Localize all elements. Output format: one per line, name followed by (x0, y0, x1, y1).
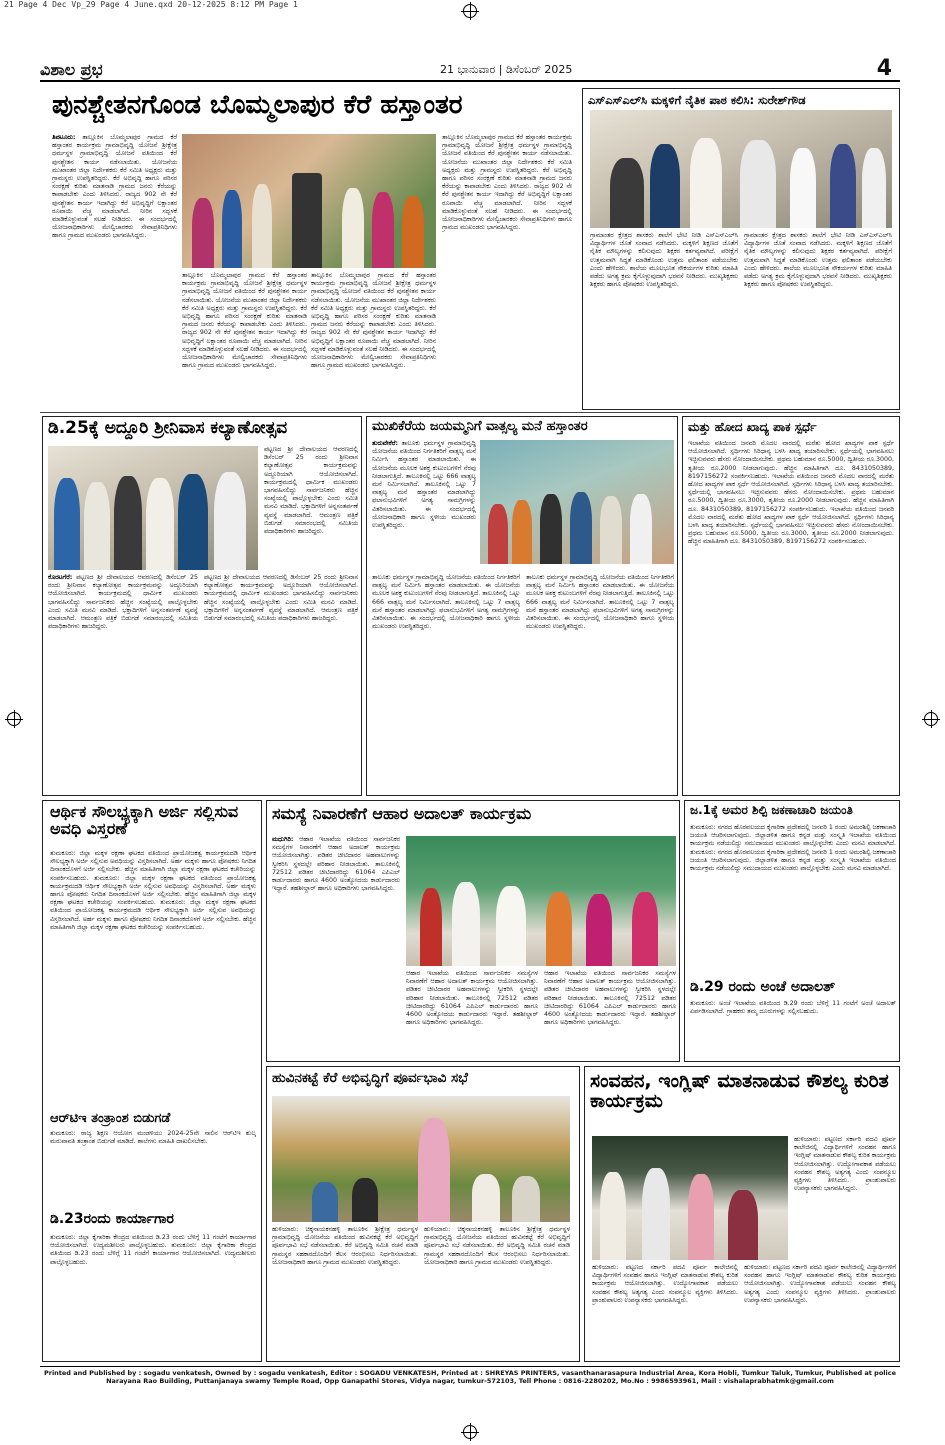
article-a7-body-col3 (544, 970, 676, 1058)
article-a1-body-col3 (311, 272, 436, 404)
article-a3-text: ಪಟ್ಟಣದ ಶ್ರೀ ದೇವಾಲಯದ ಆವರಣದಲ್ಲಿ ಡಿಸೆಂಬರ್ 25 ರಂದು ಶ್ರೀನಿವಾಸ ಕಲ್ಯಾಣೋತ್ಸವ ಕಾರ್ಯಕ್ರಮವನ್ನು ಅದ್ದೂರಿಯಾಗಿ ಆಯೋಜಿಸಲಾಗಿದೆ. ಕಾರ್ಯಕ್ರಮದಲ್ಲಿ ಧಾರ್ಮಿಕ ಮುಖಂಡರು ಭಾಗವಹಿಸಲಿದ್ದು ಸಾರ್ವಜನಿಕರು ಹೆಚ್ಚಿನ ಸಂಖ್ಯೆಯಲ್ಲಿ ಪಾಲ್ಗೊಳ್ಳಬೇಕು ಎಂದು ಸಮಿತಿ ಮನವಿ ಮಾಡಿದೆ. ಭಕ್ತಾದಿಗಳಿಗೆ ಅನ್ನಸಂತರ್ಪಣೆ ವ್ಯವಸ್ಥೆ ಮಾಡಲಾಗಿದೆ. ಆಮಂತ್ರಣ ಪತ್ರಿಕೆ ಬಿಡುಗಡೆ ಸಮಾರಂಭದಲ್ಲಿ ಸಮಿತಿಯ ಪದಾಧಿಕಾರಿಗಳು ಹಾಜರಿದ್ದರು. (264, 446, 358, 536)
article-a6-text: ತುಮಕೂರು: ಜಿಲ್ಲಾ ಮಕ್ಕಳ ರಕ್ಷಣಾ ಘಟಕದ ವತಿಯಿಂದ ಪ್ರಾಯೋಜಕತ್ವ ಕಾರ್ಯಕ್ರಮದಡಿ ಆರ್ಥಿಕ ಸೌಲಭ್ಯಕ್ಕಾಗಿ ಅರ್ಜಿ ಸಲ್ಲಿಸುವ ಅವಧಿಯನ್ನು ವಿಸ್ತರಿಸಲಾಗಿದೆ. ಅರ್ಹ ಮಕ್ಕಳು ಹಾಗೂ ಪೋಷಕರು ನಿಗದಿತ ದಿನಾಂಕದೊಳಗೆ ಅರ್ಜಿ ಸಲ್ಲಿಸಬೇಕು. ಹೆಚ್ಚಿನ ಮಾಹಿತಿಗಾಗಿ ಜಿಲ್ಲಾ ಮಕ್ಕಳ ರಕ್ಷಣಾ ಘಟಕದ ಕಚೇರಿಯನ್ನು ಸಂಪರ್ಕಿಸಬಹುದು. (50, 899, 256, 931)
photo-house-handover (480, 440, 674, 564)
article-a1-text: ತಾಲ್ಲೂಕಿನ ಬೊಮ್ಮಲಾಪುರ ಗ್ರಾಮದ ಕೆರೆ ಹಸ್ತಾಂತರ ಕಾರ್ಯಕ್ರಮ ಗ್ರಾಮಾಭಿವೃದ್ಧಿ ಯೋಜನೆ ಶ್ರೀಕ್ಷೇತ್ರ ಧರ್ಮಸ್ಥಳ ಗ್ರಾಮಾಭಿವೃದ್ಧಿ ಯೋಜನೆ ವತಿಯಿಂದ ಕೆರೆ ಪುನಶ್ಚೇತನ ಕಾರ್ಯ ನಡೆಸಲಾಯಿತು. ಯೋಜನೆಯ ಮುಖಾಂತರ ಜಿಲ್ಲಾ ನಿರ್ದೇಶಕರು ಕೆರೆ ಸಮಿತಿ ಅಧ್ಯಕ್ಷರು ಮತ್ತು ಗ್ರಾಮಸ್ಥರು ಉಪಸ್ಥಿತರಿದ್ದರು. ಕೆರೆ ಅಭಿವೃದ್ಧಿ ಹಾಗೂ ಪರಿಸರ ಸಂರಕ್ಷಣೆ ಕುರಿತು ಮಾತನಾಡಿ ಗ್ರಾಮದ ಜನರು ಕೆರೆಯನ್ನು ಕಾಪಾಡಬೇಕು ಎಂದು ತಿಳಿಸಿದರು. ರಾಜ್ಯದ 902 ನೇ ಕೆರೆ ಪುನಶ್ಚೇತನ ಕಾರ್ಯ ಇದಾಗಿದ್ದು ಕೆರೆ ಅಭಿವೃದ್ಧಿಗೆ ಲಕ್ಷಾಂತರ ರೂಪಾಯಿ ವೆಚ್ಚ ಮಾಡಲಾಗಿದೆ. ನೀರಿನ ಸದ್ಬಳಕೆ ಮಾಡಿಕೊಳ್ಳುವಂತೆ ಸಲಹೆ ನೀಡಿದರು. ಈ ಸಂದರ್ಭದಲ್ಲಿ ಯೋಜನಾಧಿಕಾರಿಗಳು ಮೇಲ್ವಿಚಾರಕರು ಸೇವಾಪ್ರತಿನಿಧಿಗಳು ಹಾಗೂ ಗ್ರಾಮದ ಮುಖಂಡರು ಭಾಗವಹಿಸಿದ್ದರು. (182, 272, 307, 370)
photo-lake-meeting (272, 1096, 570, 1222)
article-a6c-text: ತುಮಕೂರು: ಜಿಲ್ಲಾ ಕೈಗಾರಿಕಾ ಕೇಂದ್ರದ ವತಿಯಿಂದ ಡಿ.23 ರಂದು ಬೆಳಿಗ್ಗೆ 11 ಗಂಟೆಗೆ ಕಾರ್ಯಾಗಾರ ಆಯೋಜಿಸಲಾಗಿದೆ. ಉದ್ಯಮಶೀಲರು ಪಾಲ್ಗೊಳ್ಳಬಹುದು. (50, 1234, 256, 1250)
dateline: ಕೊರಟಗೆರೆ: (48, 574, 73, 581)
headline-a7: ಸಮಸ್ಯೆ ನಿವಾರಣೆಗೆ ಆಹಾರ ಅದಾಲತ್ ಕಾರ್ಯಕ್ರಮ (272, 804, 532, 823)
article-a4-text: ತಾಲೂಕು ಧರ್ಮಸ್ಥಳ ಗ್ರಾಮಾಭಿವೃದ್ಧಿ ಯೋಜನೆಯ ವತಿಯಿಂದ ನಿರ್ಗತಿಕರಿಗೆ ವಾತ್ಸಲ್ಯ ಮನೆ ನಿರ್ಮಿಸಿ ಹಸ್ತಾಂತರ ಮಾಡಲಾಯಿತು. ಈ ಯೋಜನೆಯ ಮೂಲಕ ಅಶಕ್ತ ಕುಟುಂಬಗಳಿಗೆ ನೆರವು ನೀಡಲಾಗುತ್ತಿದೆ. ತಾಲೂಕಿನಲ್ಲಿ ಒಟ್ಟು 666 ವಾತ್ಸಲ್ಯ ಮನೆ ನಿರ್ಮಿಸಲಾಗಿದೆ. ತಾಲೂಕಿನಲ್ಲಿ ಒಟ್ಟು 7 ವಾತ್ಸಲ್ಯ ಮನೆ ಹಸ್ತಾಂತರ ಮಾಡಲಾಗಿದ್ದು ಫಲಾನುಭವಿಗಳಿಗೆ ಅಗತ್ಯ ಸಾಮಗ್ರಿಗಳನ್ನು ವಿತರಿಸಲಾಯಿತು. ಈ ಸಂದರ್ಭದಲ್ಲಿ ಯೋಜನಾಧಿಕಾರಿ ಹಾಗೂ ಸ್ಥಳೀಯ ಮುಖಂಡರು ಉಪಸ್ಥಿತರಿದ್ದರು. (372, 440, 476, 530)
headline-a6c: ಡಿ.23ರಂದು ಕಾರ್ಯಾಗಾರ (50, 1211, 174, 1227)
article-a8-text: ತುಮಕೂರು: ನಗರದ ಹೊರವಲಯದ ಕೈಗಾರಿಕಾ ಪ್ರದೇಶದಲ್ಲಿ ಜನವರಿ 1 ರಂದು ಅಮರಶಿಲ್ಪಿ ಜಕಣಾಚಾರಿ ಜಯಂತಿ ಆಚರಿಸಲಾಗುವುದು. ಜಿಲ್ಲಾಡಳಿತ ಹಾಗೂ ಕನ್ನಡ ಮತ್ತು ಸಂಸ್ಕೃತಿ ಇಲಾಖೆಯ ವತಿಯಿಂದ ಕಾರ್ಯಕ್ರಮ ನಡೆಯಲಿದ್ದು ಸಮುದಾಯದ ಮುಖಂಡರು ಪಾಲ್ಗೊಳ್ಳಬೇಕು ಎಂದು ಮನವಿ ಮಾಡಲಾಗಿದೆ. (690, 824, 896, 848)
photo-food-adalat (406, 836, 676, 966)
article-a6-text: ತುಮಕೂರು: ಜಿಲ್ಲಾ ಮಕ್ಕಳ ರಕ್ಷಣಾ ಘಟಕದ ವತಿಯಿಂದ ಪ್ರಾಯೋಜಕತ್ವ ಕಾರ್ಯಕ್ರಮದಡಿ ಆರ್ಥಿಕ ಸೌಲಭ್ಯಕ್ಕಾಗಿ ಅರ್ಜಿ ಸಲ್ಲಿಸುವ ಅವಧಿಯನ್ನು ವಿಸ್ತರಿಸಲಾಗಿದೆ. ಅರ್ಹ ಮಕ್ಕಳು ಹಾಗೂ ಪೋಷಕರು ನಿಗದಿತ ದಿನಾಂಕದೊಳಗೆ ಅರ್ಜಿ ಸಲ್ಲಿಸಬೇಕು. ಹೆಚ್ಚಿನ ಮಾಹಿತಿಗಾಗಿ ಜಿಲ್ಲಾ ಮಕ್ಕಳ ರಕ್ಷಣಾ ಘಟಕದ ಕಚೇರಿಯನ್ನು ಸಂಪರ್ಕಿಸಬಹುದು. (50, 850, 256, 882)
headline-a4: ಮುಖಿಕೆರೆಯ ಜಯಮ್ಮನಿಗೆ ವಾತ್ಸಲ್ಯ ಮನೆ ಹಸ್ತಾಂತರ (372, 419, 588, 434)
article-a6c-text: ತುಮಕೂರು: ಜಿಲ್ಲಾ ಕೈಗಾರಿಕಾ ಕೇಂದ್ರದ ವತಿಯಿಂದ ಡಿ.23 ರಂದು ಬೆಳಿಗ್ಗೆ 11 ಗಂಟೆಗೆ ಕಾರ್ಯಾಗಾರ ಆಯೋಜಿಸಲಾಗಿದೆ. ಉದ್ಯಮಶೀಲರು ಪಾಲ್ಗೊಳ್ಳಬಹುದು. (50, 1242, 256, 1266)
article-a2-text: ಗ್ರಾಮಾಂತರ ಕ್ಷೇತ್ರದ ಶಾಸಕರು ಶಾಲೆಗೆ ಭೇಟಿ ನೀಡಿ ಎಸ್‌ಎಸ್‌ಎಲ್‌ಸಿ ವಿದ್ಯಾರ್ಥಿಗಳ ಜೊತೆ ಸಂವಾದ ನಡೆಸಿದರು. ಮಕ್ಕಳಿಗೆ ಶಿಕ್ಷಣದ ಜೊತೆಗೆ ನೈತಿಕ ಮೌಲ್ಯಗಳನ್ನು ಕಲಿಸುವುದು ಶಿಕ್ಷಕರ ಕರ್ತವ್ಯವಾಗಿದೆ. ಪರೀಕ್ಷೆಗೆ ಉತ್ತಮವಾಗಿ ಸಿದ್ಧತೆ ಮಾಡಿಕೊಂಡು ಉತ್ತಮ ಫಲಿತಾಂಶ ಪಡೆಯಬೇಕು ಎಂದು ಹೇಳಿದರು. ಶಾಲೆಯ ಮೂಲಭೂತ ಸೌಕರ್ಯಗಳ ಕುರಿತು ಮಾಹಿತಿ ಪಡೆದು ಅಗತ್ಯ ಕ್ರಮ ಕೈಗೊಳ್ಳುವುದಾಗಿ ಭರವಸೆ ನೀಡಿದರು. ಮುಖ್ಯಶಿಕ್ಷಕರು ಶಿಕ್ಷಕರು ಹಾಗೂ ಪೋಷಕರು ಉಪಸ್ಥಿತರಿದ್ದರು. (590, 232, 738, 289)
article-a5-text: ಇಲಾಖೆಯ ವತಿಯಿಂದ ಜನವರಿ ಮೊದಲ ವಾರದಲ್ಲಿ ಮರೆತು ಹೋದ ಖಾದ್ಯಗಳ ಪಾಕ ಸ್ಪರ್ಧೆ ಆಯೋಜಿಸಲಾಗಿದೆ. ಸ್ಪರ್ಧಿಗಳು ಸಿರಿಧಾನ್ಯ ಬಳಸಿ ಖಾದ್ಯ ತಯಾರಿಸಬೇಕು. ಸ್ಪರ್ಧೆಯಲ್ಲಿ ಭಾಗವಹಿಸಲು ಇಚ್ಛಿಸುವವರು ಹೆಸರು ನೋಂದಾಯಿಸಬೇಕು. ಪ್ರಥಮ ಬಹುಮಾನ ರೂ.5000, ದ್ವಿತೀಯ ರೂ.3000, ತೃತೀಯ ರೂ.2000 ನೀಡಲಾಗುವುದು. ಹೆಚ್ಚಿನ ಮಾಹಿತಿಗಾಗಿ ದೂ. 8431050389, 8197156272 ಸಂಪರ್ಕಿಸಬಹುದು. (688, 440, 894, 480)
headline-a10: ಸಂವಹನ, ಇಂಗ್ಲಿಷ್ ಮಾತನಾಡುವ ಕೌಶಲ್ಯ ಕುರಿತ ಕಾರ್ಯಕ್ರಮ (590, 1070, 889, 1112)
article-a1-body-col2 (182, 272, 307, 404)
article-a3-text: ಪಟ್ಟಣದ ಶ್ರೀ ದೇವಾಲಯದ ಆವರಣದಲ್ಲಿ ಡಿಸೆಂಬರ್ 25 ರಂದು ಶ್ರೀನಿವಾಸ ಕಲ್ಯಾಣೋತ್ಸವ ಕಾರ್ಯಕ್ರಮವನ್ನು ಅದ್ದೂರಿಯಾಗಿ ಆಯೋಜಿಸಲಾಗಿದೆ. ಕಾರ್ಯಕ್ರಮದಲ್ಲಿ ಧಾರ್ಮಿಕ ಮುಖಂಡರು ಭಾಗವಹಿಸಲಿದ್ದು ಸಾರ್ವಜನಿಕರು ಹೆಚ್ಚಿನ ಸಂಖ್ಯೆಯಲ್ಲಿ ಪಾಲ್ಗೊಳ್ಳಬೇಕು ಎಂದು ಸಮಿತಿ ಮನವಿ ಮಾಡಿದೆ. ಭಕ್ತಾದಿಗಳಿಗೆ ಅನ್ನಸಂತರ್ಪಣೆ ವ್ಯವಸ್ಥೆ ಮಾಡಲಾಗಿದೆ. ಆಮಂತ್ರಣ ಪತ್ರಿಕೆ ಬಿಡುಗಡೆ ಸಮಾರಂಭದಲ್ಲಿ ಸಮಿತಿಯ ಪದಾಧಿಕಾರಿಗಳು ಹಾಜರಿದ್ದರು. (204, 574, 358, 623)
article-a7-body-col2 (406, 970, 538, 1058)
headline-a9: ಹುವಿನಕಟ್ಟೆ ಕೆರೆ ಅಭಿವೃದ್ಧಿಗೆ ಪೂರ್ವಭಾವಿ ಸಭೆ (272, 1070, 468, 1086)
article-a5-text: ಇಲಾಖೆಯ ವತಿಯಿಂದ ಜನವರಿ ಮೊದಲ ವಾರದಲ್ಲಿ ಮರೆತು ಹೋದ ಖಾದ್ಯಗಳ ಪಾಕ ಸ್ಪರ್ಧೆ ಆಯೋಜಿಸಲಾಗಿದೆ. ಸ್ಪರ್ಧಿಗಳು ಸಿರಿಧಾನ್ಯ ಬಳಸಿ ಖಾದ್ಯ ತಯಾರಿಸಬೇಕು. ಸ್ಪರ್ಧೆಯಲ್ಲಿ ಭಾಗವಹಿಸಲು ಇಚ್ಛಿಸುವವರು ಹೆಸರು ನೋಂದಾಯಿಸಬೇಕು. ಪ್ರಥಮ ಬಹುಮಾನ ರೂ.5000, ದ್ವಿತೀಯ ರೂ.3000, ತೃತೀಯ ರೂ.2000 ನೀಡಲಾಗುವುದು. ಹೆಚ್ಚಿನ ಮಾಹಿತಿಗಾಗಿ ದೂ. 8431050389, 8197156272 ಸಂಪರ್ಕಿಸಬಹುದು. (688, 472, 894, 513)
article-a6-text: ತುಮಕೂರು: ಜಿಲ್ಲಾ ಮಕ್ಕಳ ರಕ್ಷಣಾ ಘಟಕದ ವತಿಯಿಂದ ಪ್ರಾಯೋಜಕತ್ವ ಕಾರ್ಯಕ್ರಮದಡಿ ಆರ್ಥಿಕ ಸೌಲಭ್ಯಕ್ಕಾಗಿ ಅರ್ಜಿ ಸಲ್ಲಿಸುವ ಅವಧಿಯನ್ನು ವಿಸ್ತರಿಸಲಾಗಿದೆ. ಅರ್ಹ ಮಕ್ಕಳು ಹಾಗೂ ಪೋಷಕರು ನಿಗದಿತ ದಿನಾಂಕದೊಳಗೆ ಅರ್ಜಿ ಸಲ್ಲಿಸಬೇಕು. ಹೆಚ್ಚಿನ ಮಾಹಿತಿಗಾಗಿ ಜಿಲ್ಲಾ ಮಕ್ಕಳ ರಕ್ಷಣಾ ಘಟಕದ ಕಚೇರಿಯನ್ನು ಸಂಪರ್ಕಿಸಬಹುದು. (50, 874, 256, 907)
print-line-footer (40, 1366, 900, 1390)
issue-date: 21 ಭಾನುವಾರ | ಡಿಸೆಂಬರ್ 2025 (440, 63, 573, 76)
article-a5-body (688, 440, 894, 792)
article-a7-body-col1 (272, 836, 400, 1058)
headline-a3: ಡಿ.25ಕ್ಕೆ ಅದ್ದೂರಿ ಶ್ರೀನಿವಾಸ ಕಲ್ಯಾಣೋತ್ಸವ (48, 418, 288, 438)
article-a2-text: ಗ್ರಾಮಾಂತರ ಕ್ಷೇತ್ರದ ಶಾಸಕರು ಶಾಲೆಗೆ ಭೇಟಿ ನೀಡಿ ಎಸ್‌ಎಸ್‌ಎಲ್‌ಸಿ ವಿದ್ಯಾರ್ಥಿಗಳ ಜೊತೆ ಸಂವಾದ ನಡೆಸಿದರು. ಮಕ್ಕಳಿಗೆ ಶಿಕ್ಷಣದ ಜೊತೆಗೆ ನೈತಿಕ ಮೌಲ್ಯಗಳನ್ನು ಕಲಿಸುವುದು ಶಿಕ್ಷಕರ ಕರ್ತವ್ಯವಾಗಿದೆ. ಪರೀಕ್ಷೆಗೆ ಉತ್ತಮವಾಗಿ ಸಿದ್ಧತೆ ಮಾಡಿಕೊಂಡು ಉತ್ತಮ ಫಲಿತಾಂಶ ಪಡೆಯಬೇಕು ಎಂದು ಹೇಳಿದರು. ಶಾಲೆಯ ಮೂಲಭೂತ ಸೌಕರ್ಯಗಳ ಕುರಿತು ಮಾಹಿತಿ ಪಡೆದು ಅಗತ್ಯ ಕ್ರಮ ಕೈಗೊಳ್ಳುವುದಾಗಿ ಭರವಸೆ ನೀಡಿದರು. ಮುಖ್ಯಶಿಕ್ಷಕರು ಶಿಕ್ಷಕರು ಹಾಗೂ ಪೋಷಕರು ಉಪಸ್ಥಿತರಿದ್ದರು. (744, 232, 892, 289)
headline-a6b: ಆರ್‌ಟಿಇ ತಂತ್ರಾಂಶ ಬಿಡುಗಡೆ (50, 1111, 171, 1126)
article-a3-text: ಪಟ್ಟಣದ ಶ್ರೀ ದೇವಾಲಯದ ಆವರಣದಲ್ಲಿ ಡಿಸೆಂಬರ್ 25 ರಂದು ಶ್ರೀನಿವಾಸ ಕಲ್ಯಾಣೋತ್ಸವ ಕಾರ್ಯಕ್ರಮವನ್ನು ಅದ್ದೂರಿಯಾಗಿ ಆಯೋಜಿಸಲಾಗಿದೆ. ಕಾರ್ಯಕ್ರಮದಲ್ಲಿ ಧಾರ್ಮಿಕ ಮುಖಂಡರು ಭಾಗವಹಿಸಲಿದ್ದು ಸಾರ್ವಜನಿಕರು ಹೆಚ್ಚಿನ ಸಂಖ್ಯೆಯಲ್ಲಿ ಪಾಲ್ಗೊಳ್ಳಬೇಕು ಎಂದು ಸಮಿತಿ ಮನವಿ ಮಾಡಿದೆ. ಭಕ್ತಾದಿಗಳಿಗೆ ಅನ್ನಸಂತರ್ಪಣೆ ವ್ಯವಸ್ಥೆ ಮಾಡಲಾಗಿದೆ. ಆಮಂತ್ರಣ ಪತ್ರಿಕೆ ಬಿಡುಗಡೆ ಸಮಾರಂಭದಲ್ಲಿ ಸಮಿತಿಯ ಪದಾಧಿಕಾರಿಗಳು ಹಾಜರಿದ್ದರು. (48, 574, 198, 631)
newspaper-title: ವಿಶಾಲ ಪ್ರಭ (40, 60, 103, 79)
dateline: ತುರುವೇಕೆರೆ: (372, 440, 398, 447)
article-a10-body-col1 (592, 1264, 738, 1358)
article-a9-body-col2 (424, 1226, 570, 1358)
article-a1-text: ತಾಲ್ಲೂಕಿನ ಬೊಮ್ಮಲಾಪುರ ಗ್ರಾಮದ ಕೆರೆ ಹಸ್ತಾಂತರ ಕಾರ್ಯಕ್ರಮ ಗ್ರಾಮಾಭಿವೃದ್ಧಿ ಯೋಜನೆ ಶ್ರೀಕ್ಷೇತ್ರ ಧರ್ಮಸ್ಥಳ ಗ್ರಾಮಾಭಿವೃದ್ಧಿ ಯೋಜನೆ ವತಿಯಿಂದ ಕೆರೆ ಪುನಶ್ಚೇತನ ಕಾರ್ಯ ನಡೆಸಲಾಯಿತು. ಯೋಜನೆಯ ಮುಖಾಂತರ ಜಿಲ್ಲಾ ನಿರ್ದೇಶಕರು ಕೆರೆ ಸಮಿತಿ ಅಧ್ಯಕ್ಷರು ಮತ್ತು ಗ್ರಾಮಸ್ಥರು ಉಪಸ್ಥಿತರಿದ್ದರು. ಕೆರೆ ಅಭಿವೃದ್ಧಿ ಹಾಗೂ ಪರಿಸರ ಸಂರಕ್ಷಣೆ ಕುರಿತು ಮಾತನಾಡಿ ಗ್ರಾಮದ ಜನರು ಕೆರೆಯನ್ನು ಕಾಪಾಡಬೇಕು ಎಂದು ತಿಳಿಸಿದರು. ರಾಜ್ಯದ 902 ನೇ ಕೆರೆ ಪುನಶ್ಚೇತನ ಕಾರ್ಯ ಇದಾಗಿದ್ದು ಕೆರೆ ಅಭಿವೃದ್ಧಿಗೆ ಲಕ್ಷಾಂತರ ರೂಪಾಯಿ ವೆಚ್ಚ ಮಾಡಲಾಗಿದೆ. ನೀರಿನ ಸದ್ಬಳಕೆ ಮಾಡಿಕೊಳ್ಳುವಂತೆ ಸಲಹೆ ನೀಡಿದರು. ಈ ಸಂದರ್ಭದಲ್ಲಿ ಯೋಜನಾಧಿಕಾರಿಗಳು ಮೇಲ್ವಿಚಾರಕರು ಸೇವಾಪ್ರತಿನಿಧಿಗಳು ಹಾಗೂ ಗ್ರಾಮದ ಮುಖಂಡರು ಭಾಗವಹಿಸಿದ್ದರು. (311, 272, 436, 370)
article-a3-body-col0 (264, 446, 358, 570)
dateline: ಮಧುಗಿರಿ: (272, 836, 294, 843)
article-a3-body-col2 (204, 574, 358, 792)
article-a9-body-col1 (272, 1226, 418, 1358)
headline-a6: ಆರ್ಥಿಕ ಸೌಲಭ್ಯಕ್ಕಾಗಿ ಅರ್ಜಿ ಸಲ್ಲಿಸುವ ಅವಧಿ ವಿಸ್ತರಣೆ (50, 802, 239, 838)
article-a4-body-col2 (526, 574, 674, 792)
article-a4-text: ತಾಲೂಕು ಧರ್ಮಸ್ಥಳ ಗ್ರಾಮಾಭಿವೃದ್ಧಿ ಯೋಜನೆಯ ವತಿಯಿಂದ ನಿರ್ಗತಿಕರಿಗೆ ವಾತ್ಸಲ್ಯ ಮನೆ ನಿರ್ಮಿಸಿ ಹಸ್ತಾಂತರ ಮಾಡಲಾಯಿತು. ಈ ಯೋಜನೆಯ ಮೂಲಕ ಅಶಕ್ತ ಕುಟುಂಬಗಳಿಗೆ ನೆರವು ನೀಡಲಾಗುತ್ತಿದೆ. ತಾಲೂಕಿನಲ್ಲಿ ಒಟ್ಟು 666 ವಾತ್ಸಲ್ಯ ಮನೆ ನಿರ್ಮಿಸಲಾಗಿದೆ. ತಾಲೂಕಿನಲ್ಲಿ ಒಟ್ಟು 7 ವಾತ್ಸಲ್ಯ ಮನೆ ಹಸ್ತಾಂತರ ಮಾಡಲಾಗಿದ್ದು ಫಲಾನುಭವಿಗಳಿಗೆ ಅಗತ್ಯ ಸಾಮಗ್ರಿಗಳನ್ನು ವಿತರಿಸಲಾಯಿತು. ಈ ಸಂದರ್ಭದಲ್ಲಿ ಯೋಜನಾಧಿಕಾರಿ ಹಾಗೂ ಸ್ಥಳೀಯ ಮುಖಂಡರು ಉಪಸ್ಥಿತರಿದ್ದರು. (372, 574, 520, 631)
article-a10-text: ಹುಳಿಯಾರು: ಪಟ್ಟಣದ ಸರ್ಕಾರಿ ಪದವಿ ಪೂರ್ವ ಕಾಲೇಜಿನಲ್ಲಿ ವಿದ್ಯಾರ್ಥಿಗಳಿಗೆ ಸಂವಹನ ಹಾಗೂ ಇಂಗ್ಲಿಷ್ ಮಾತನಾಡುವ ಕೌಶಲ್ಯ ಕುರಿತ ಕಾರ್ಯಕ್ರಮ ಆಯೋಜಿಸಲಾಗಿತ್ತು. ಉದ್ಯೋಗಾವಕಾಶ ಪಡೆಯಲು ಸಂವಹನ ಕೌಶಲ್ಯ ಅತ್ಯಗತ್ಯ ಎಂದು ಸಂಪನ್ಮೂಲ ವ್ಯಕ್ತಿಗಳು ತಿಳಿಸಿದರು. ಪ್ರಾಂಶುಪಾಲರು ಉಪನ್ಯಾಸಕರು ಭಾಗವಹಿಸಿದ್ದರು. (794, 1136, 896, 1193)
article-a6c-body (50, 1234, 256, 1358)
article-a8-body (690, 824, 896, 976)
article-a4-text: ತಾಲೂಕು ಧರ್ಮಸ್ಥಳ ಗ್ರಾಮಾಭಿವೃದ್ಧಿ ಯೋಜನೆಯ ವತಿಯಿಂದ ನಿರ್ಗತಿಕರಿಗೆ ವಾತ್ಸಲ್ಯ ಮನೆ ನಿರ್ಮಿಸಿ ಹಸ್ತಾಂತರ ಮಾಡಲಾಯಿತು. ಈ ಯೋಜನೆಯ ಮೂಲಕ ಅಶಕ್ತ ಕುಟುಂಬಗಳಿಗೆ ನೆರವು ನೀಡಲಾಗುತ್ತಿದೆ. ತಾಲೂಕಿನಲ್ಲಿ ಒಟ್ಟು 666 ವಾತ್ಸಲ್ಯ ಮನೆ ನಿರ್ಮಿಸಲಾಗಿದೆ. ತಾಲೂಕಿನಲ್ಲಿ ಒಟ್ಟು 7 ವಾತ್ಸಲ್ಯ ಮನೆ ಹಸ್ತಾಂತರ ಮಾಡಲಾಗಿದ್ದು ಫಲಾನುಭವಿಗಳಿಗೆ ಅಗತ್ಯ ಸಾಮಗ್ರಿಗಳನ್ನು ವಿತರಿಸಲಾಯಿತು. ಈ ಸಂದರ್ಭದಲ್ಲಿ ಯೋಜನಾಧಿಕಾರಿ ಹಾಗೂ ಸ್ಥಳೀಯ ಮುಖಂಡರು ಉಪಸ್ಥಿತರಿದ್ದರು. (526, 574, 674, 631)
dateline: ತಿಪಟೂರು: (52, 134, 76, 141)
photo-school-visit (590, 110, 892, 228)
article-a2-body-col1 (590, 232, 738, 406)
article-a6b-text: ತುಮಕೂರು: ರಾಜ್ಯ ಶಿಕ್ಷಣ ಆಯೋಗ ಮಂಡಳಿಯು 2024-25ನೇ ಸಾಲಿನ ಆರ್‌ಟಿಇ ಶುಲ್ಕ ಮರುಪಾವತಿ ತಂತ್ರಾಂಶ ಬಿಡುಗಡೆ ಮಾಡಿದೆ. ಶಾಲೆಗಳು ಮಾಹಿತಿ ದಾಖಲಿಸಬೇಕು. (50, 1130, 256, 1146)
article-a7-text: ಆಹಾರ ಇಲಾಖೆಯ ವತಿಯಿಂದ ಸಾರ್ವಜನಿಕರ ಸಮಸ್ಯೆಗಳ ನಿವಾರಣೆಗೆ ಆಹಾರ ಅದಾಲತ್ ಕಾರ್ಯಕ್ರಮ ಆಯೋಜಿಸಲಾಗಿತ್ತು. ಪಡಿತರ ಚೀಟಿದಾರರ ಅಹವಾಲುಗಳನ್ನು ಸ್ವೀಕರಿಸಿ ಸ್ಥಳದಲ್ಲೇ ಪರಿಹಾರ ನೀಡಲಾಯಿತು. ತಾಲೂಕಿನಲ್ಲಿ 72512 ಪಡಿತರ ಚೀಟಿದಾರರಿದ್ದು 61064 ಎಪಿಎಲ್ ಕಾರ್ಡುದಾರರು ಹಾಗೂ 4600 ಅಂತ್ಯೋದಯ ಕಾರ್ಡುದಾರರು ಇದ್ದಾರೆ. ತಹಶೀಲ್ದಾರ್ ಹಾಗೂ ಅಧಿಕಾರಿಗಳು ಭಾಗವಹಿಸಿದ್ದರು. (544, 970, 676, 1027)
article-a1-body-col4 (442, 134, 572, 404)
article-a9-text: ಹುಳಿಯಾರು: ಚಿಕ್ಕನಾಯಕನಹಳ್ಳಿ ತಾಲೂಕಿನ ಶ್ರೀಕ್ಷೇತ್ರ ಧರ್ಮಸ್ಥಳ ಗ್ರಾಮಾಭಿವೃದ್ಧಿ ಯೋಜನೆಯ ವತಿಯಿಂದ ಹುವಿನಕಟ್ಟೆ ಕೆರೆ ಅಭಿವೃದ್ಧಿಗೆ ಪೂರ್ವಭಾವಿ ಸಭೆ ನಡೆಸಲಾಯಿತು. ಕೆರೆ ಅಭಿವೃದ್ಧಿ ಸಮಿತಿ ರಚನೆ ಮಾಡಿ ಗ್ರಾಮಸ್ಥರ ಸಹಕಾರದೊಂದಿಗೆ ಕೆಲಸ ಆರಂಭಿಸಲು ನಿರ್ಧರಿಸಲಾಯಿತು. ಯೋಜನಾಧಿಕಾರಿ ಹಾಗೂ ಗ್ರಾಮದ ಮುಖಂಡರು ಉಪಸ್ಥಿತರಿದ್ದರು. (272, 1226, 418, 1266)
article-a5-text: ಇಲಾಖೆಯ ವತಿಯಿಂದ ಜನವರಿ ಮೊದಲ ವಾರದಲ್ಲಿ ಮರೆತು ಹೋದ ಖಾದ್ಯಗಳ ಪಾಕ ಸ್ಪರ್ಧೆ ಆಯೋಜಿಸಲಾಗಿದೆ. ಸ್ಪರ್ಧಿಗಳು ಸಿರಿಧಾನ್ಯ ಬಳಸಿ ಖಾದ್ಯ ತಯಾರಿಸಬೇಕು. ಸ್ಪರ್ಧೆಯಲ್ಲಿ ಭಾಗವಹಿಸಲು ಇಚ್ಛಿಸುವವರು ಹೆಸರು ನೋಂದಾಯಿಸಬೇಕು. ಪ್ರಥಮ ಬಹುಮಾನ ರೂ.5000, ದ್ವಿತೀಯ ರೂ.3000, ತೃತೀಯ ರೂ.2000 ನೀಡಲಾಗುವುದು. ಹೆಚ್ಚಿನ ಮಾಹಿತಿಗಾಗಿ ದೂ. 8431050389, 8197156272 ಸಂಪರ್ಕಿಸಬಹುದು. (688, 505, 894, 546)
footer-line-1: Printed and Published by : sogadu venkatesh, Owned by : sogadu venkatesh, Editor : SOGADU VENKATESH, Printed at : SHREYAS PRINTERS, vasanthanarasapura Industrial Area, Kora Hobli, Tumkur Taluk, Tumkur, Published at police (43, 1369, 897, 1377)
article-a1-body-col1 (52, 134, 177, 404)
article-a8b-body (690, 1000, 896, 1058)
article-a10-text: ಹುಳಿಯಾರು: ಪಟ್ಟಣದ ಸರ್ಕಾರಿ ಪದವಿ ಪೂರ್ವ ಕಾಲೇಜಿನಲ್ಲಿ ವಿದ್ಯಾರ್ಥಿಗಳಿಗೆ ಸಂವಹನ ಹಾಗೂ ಇಂಗ್ಲಿಷ್ ಮಾತನಾಡುವ ಕೌಶಲ್ಯ ಕುರಿತ ಕಾರ್ಯಕ್ರಮ ಆಯೋಜಿಸಲಾಗಿತ್ತು. ಉದ್ಯೋಗಾವಕಾಶ ಪಡೆಯಲು ಸಂವಹನ ಕೌಶಲ್ಯ ಅತ್ಯಗತ್ಯ ಎಂದು ಸಂಪನ್ಮೂಲ ವ್ಯಕ್ತಿಗಳು ತಿಳಿಸಿದರು. ಪ್ರಾಂಶುಪಾಲರು ಉಪನ್ಯಾಸಕರು ಭಾಗವಹಿಸಿದ್ದರು. (592, 1264, 738, 1304)
headline-a8: ಜ.1ಕ್ಕೆ ಅಮರ ಶಿಲ್ಪಿ ಜಕಣಾಚಾರಿ ಜಯಂತಿ (690, 803, 853, 817)
photo-english-skills-event (592, 1136, 788, 1260)
headline-a2: ಎಸ್‌ಎಸ್‌ಎಲ್‌ಸಿ ಮಕ್ಕಳಿಗೆ ನೈತಿಕ ಪಾಠ ಕಲಿಸಿ: ಸುರೇಶ್‌ಗೌಡ (588, 93, 806, 107)
headline-a1: ಪುನಶ್ಚೇತನಗೊಂಡ ಬೊಮ್ಮಲಾಪುರ ಕೆರೆ ಹಸ್ತಾಂತರ (52, 90, 463, 120)
article-a10-body-col2 (744, 1264, 896, 1358)
article-a7-text: ಆಹಾರ ಇಲಾಖೆಯ ವತಿಯಿಂದ ಸಾರ್ವಜನಿಕರ ಸಮಸ್ಯೆಗಳ ನಿವಾರಣೆಗೆ ಆಹಾರ ಅದಾಲತ್ ಕಾರ್ಯಕ್ರಮ ಆಯೋಜಿಸಲಾಗಿತ್ತು. ಪಡಿತರ ಚೀಟಿದಾರರ ಅಹವಾಲುಗಳನ್ನು ಸ್ವೀಕರಿಸಿ ಸ್ಥಳದಲ್ಲೇ ಪರಿಹಾರ ನೀಡಲಾಯಿತು. ತಾಲೂಕಿನಲ್ಲಿ 72512 ಪಡಿತರ ಚೀಟಿದಾರರಿದ್ದು 61064 ಎಪಿಎಲ್ ಕಾರ್ಡುದಾರರು ಹಾಗೂ 4600 ಅಂತ್ಯೋದಯ ಕಾರ್ಡುದಾರರು ಇದ್ದಾರೆ. ತಹಶೀಲ್ದಾರ್ ಹಾಗೂ ಅಧಿಕಾರಿಗಳು ಭಾಗವಹಿಸಿದ್ದರು. (272, 836, 400, 893)
registration-mark-icon (463, 4, 477, 18)
headline-a8b: ಡಿ.29 ರಂದು ಅಂಚೆ ಅದಾಲತ್ (690, 979, 836, 995)
registration-mark-icon (7, 712, 21, 726)
article-a2-body-col2 (744, 232, 892, 406)
article-a10-body-col0 (794, 1136, 896, 1260)
masthead (40, 56, 900, 82)
article-a7-text: ಆಹಾರ ಇಲಾಖೆಯ ವತಿಯಿಂದ ಸಾರ್ವಜನಿಕರ ಸಮಸ್ಯೆಗಳ ನಿವಾರಣೆಗೆ ಆಹಾರ ಅದಾಲತ್ ಕಾರ್ಯಕ್ರಮ ಆಯೋಜಿಸಲಾಗಿತ್ತು. ಪಡಿತರ ಚೀಟಿದಾರರ ಅಹವಾಲುಗಳನ್ನು ಸ್ವೀಕರಿಸಿ ಸ್ಥಳದಲ್ಲೇ ಪರಿಹಾರ ನೀಡಲಾಯಿತು. ತಾಲೂಕಿನಲ್ಲಿ 72512 ಪಡಿತರ ಚೀಟಿದಾರರಿದ್ದು 61064 ಎಪಿಎಲ್ ಕಾರ್ಡುದಾರರು ಹಾಗೂ 4600 ಅಂತ್ಯೋದಯ ಕಾರ್ಡುದಾರರು ಇದ್ದಾರೆ. ತಹಶೀಲ್ದಾರ್ ಹಾಗೂ ಅಧಿಕಾರಿಗಳು ಭಾಗವಹಿಸಿದ್ದರು. (406, 970, 538, 1027)
article-a10-text: ಹುಳಿಯಾರು: ಪಟ್ಟಣದ ಸರ್ಕಾರಿ ಪದವಿ ಪೂರ್ವ ಕಾಲೇಜಿನಲ್ಲಿ ವಿದ್ಯಾರ್ಥಿಗಳಿಗೆ ಸಂವಹನ ಹಾಗೂ ಇಂಗ್ಲಿಷ್ ಮಾತನಾಡುವ ಕೌಶಲ್ಯ ಕುರಿತ ಕಾರ್ಯಕ್ರಮ ಆಯೋಜಿಸಲಾಗಿತ್ತು. ಉದ್ಯೋಗಾವಕಾಶ ಪಡೆಯಲು ಸಂವಹನ ಕೌಶಲ್ಯ ಅತ್ಯಗತ್ಯ ಎಂದು ಸಂಪನ್ಮೂಲ ವ್ಯಕ್ತಿಗಳು ತಿಳಿಸಿದರು. ಪ್ರಾಂಶುಪಾಲರು ಉಪನ್ಯಾಸಕರು ಭಾಗವಹಿಸಿದ್ದರು. (744, 1264, 896, 1304)
photo-invitation-release (48, 446, 258, 570)
page-number: 4 (876, 56, 892, 81)
article-a8b-text: ತುಮಕೂರು: ಅಂಚೆ ಇಲಾಖೆಯ ವತಿಯಿಂದ ಡಿ.29 ರಂದು ಬೆಳಿಗ್ಗೆ 11 ಗಂಟೆಗೆ ಅಂಚೆ ಅದಾಲತ್ ಏರ್ಪಡಿಸಲಾಗಿದೆ. ಗ್ರಾಹಕರು ತಮ್ಮ ದೂರುಗಳನ್ನು ಸಲ್ಲಿಸಬಹುದು. (690, 1000, 896, 1016)
registration-mark-icon (463, 1425, 477, 1439)
section-divider (40, 412, 900, 413)
article-a4-body-col1 (372, 574, 520, 792)
article-a3-body-col1 (48, 574, 198, 792)
article-a8-text: ತುಮಕೂರು: ನಗರದ ಹೊರವಲಯದ ಕೈಗಾರಿಕಾ ಪ್ರದೇಶದಲ್ಲಿ ಜನವರಿ 1 ರಂದು ಅಮರಶಿಲ್ಪಿ ಜಕಣಾಚಾರಿ ಜಯಂತಿ ಆಚರಿಸಲಾಗುವುದು. ಜಿಲ್ಲಾಡಳಿತ ಹಾಗೂ ಕನ್ನಡ ಮತ್ತು ಸಂಸ್ಕೃತಿ ಇಲಾಖೆಯ ವತಿಯಿಂದ ಕಾರ್ಯಕ್ರಮ ನಡೆಯಲಿದ್ದು ಸಮುದಾಯದ ಮುಖಂಡರು ಪಾಲ್ಗೊಳ್ಳಬೇಕು ಎಂದು ಮನವಿ ಮಾಡಲಾಗಿದೆ. (690, 848, 896, 873)
article-a1-text: ತಾಲ್ಲೂಕಿನ ಬೊಮ್ಮಲಾಪುರ ಗ್ರಾಮದ ಕೆರೆ ಹಸ್ತಾಂತರ ಕಾರ್ಯಕ್ರಮ ಗ್ರಾಮಾಭಿವೃದ್ಧಿ ಯೋಜನೆ ಶ್ರೀಕ್ಷೇತ್ರ ಧರ್ಮಸ್ಥಳ ಗ್ರಾಮಾಭಿವೃದ್ಧಿ ಯೋಜನೆ ವತಿಯಿಂದ ಕೆರೆ ಪುನಶ್ಚೇತನ ಕಾರ್ಯ ನಡೆಸಲಾಯಿತು. ಯೋಜನೆಯ ಮುಖಾಂತರ ಜಿಲ್ಲಾ ನಿರ್ದೇಶಕರು ಕೆರೆ ಸಮಿತಿ ಅಧ್ಯಕ್ಷರು ಮತ್ತು ಗ್ರಾಮಸ್ಥರು ಉಪಸ್ಥಿತರಿದ್ದರು. ಕೆರೆ ಅಭಿವೃದ್ಧಿ ಹಾಗೂ ಪರಿಸರ ಸಂರಕ್ಷಣೆ ಕುರಿತು ಮಾತನಾಡಿ ಗ್ರಾಮದ ಜನರು ಕೆರೆಯನ್ನು ಕಾಪಾಡಬೇಕು ಎಂದು ತಿಳಿಸಿದರು. ರಾಜ್ಯದ 902 ನೇ ಕೆರೆ ಪುನಶ್ಚೇತನ ಕಾರ್ಯ ಇದಾಗಿದ್ದು ಕೆರೆ ಅಭಿವೃದ್ಧಿಗೆ ಲಕ್ಷಾಂತರ ರೂಪಾಯಿ ವೆಚ್ಚ ಮಾಡಲಾಗಿದೆ. ನೀರಿನ ಸದ್ಬಳಕೆ ಮಾಡಿಕೊಳ್ಳುವಂತೆ ಸಲಹೆ ನೀಡಿದರು. ಈ ಸಂದರ್ಭದಲ್ಲಿ ಯೋಜನಾಧಿಕಾರಿಗಳು ಮೇಲ್ವಿಚಾರಕರು ಸೇವಾಪ್ರತಿನಿಧಿಗಳು ಹಾಗೂ ಗ್ರಾಮದ ಮುಖಂಡರು ಭಾಗವಹಿಸಿದ್ದರು. (52, 134, 177, 240)
registration-mark-icon (924, 712, 938, 726)
photo-lake-handover (182, 134, 436, 268)
article-a4-body-col0 (372, 440, 476, 570)
print-slug: 21 Page 4 Dec Vp_29 Page 4 June.qxd 20-12-2025 8:12 PM Page 1 (4, 0, 298, 9)
article-a1-text: ತಾಲ್ಲೂಕಿನ ಬೊಮ್ಮಲಾಪುರ ಗ್ರಾಮದ ಕೆರೆ ಹಸ್ತಾಂತರ ಕಾರ್ಯಕ್ರಮ ಗ್ರಾಮಾಭಿವೃದ್ಧಿ ಯೋಜನೆ ಶ್ರೀಕ್ಷೇತ್ರ ಧರ್ಮಸ್ಥಳ ಗ್ರಾಮಾಭಿವೃದ್ಧಿ ಯೋಜನೆ ವತಿಯಿಂದ ಕೆರೆ ಪುನಶ್ಚೇತನ ಕಾರ್ಯ ನಡೆಸಲಾಯಿತು. ಯೋಜನೆಯ ಮುಖಾಂತರ ಜಿಲ್ಲಾ ನಿರ್ದೇಶಕರು ಕೆರೆ ಸಮಿತಿ ಅಧ್ಯಕ್ಷರು ಮತ್ತು ಗ್ರಾಮಸ್ಥರು ಉಪಸ್ಥಿತರಿದ್ದರು. ಕೆರೆ ಅಭಿವೃದ್ಧಿ ಹಾಗೂ ಪರಿಸರ ಸಂರಕ್ಷಣೆ ಕುರಿತು ಮಾತನಾಡಿ ಗ್ರಾಮದ ಜನರು ಕೆರೆಯನ್ನು ಕಾಪಾಡಬೇಕು ಎಂದು ತಿಳಿಸಿದರು. ರಾಜ್ಯದ 902 ನೇ ಕೆರೆ ಪುನಶ್ಚೇತನ ಕಾರ್ಯ ಇದಾಗಿದ್ದು ಕೆರೆ ಅಭಿವೃದ್ಧಿಗೆ ಲಕ್ಷಾಂತರ ರೂಪಾಯಿ ವೆಚ್ಚ ಮಾಡಲಾಗಿದೆ. ನೀರಿನ ಸದ್ಬಳಕೆ ಮಾಡಿಕೊಳ್ಳುವಂತೆ ಸಲಹೆ ನೀಡಿದರು. ಈ ಸಂದರ್ಭದಲ್ಲಿ ಯೋಜನಾಧಿಕಾರಿಗಳು ಮೇಲ್ವಿಚಾರಕರು ಸೇವಾಪ್ರತಿನಿಧಿಗಳು ಹಾಗೂ ಗ್ರಾಮದ ಮುಖಂಡರು ಭಾಗವಹಿಸಿದ್ದರು. (442, 134, 572, 232)
article-a9-text: ಹುಳಿಯಾರು: ಚಿಕ್ಕನಾಯಕನಹಳ್ಳಿ ತಾಲೂಕಿನ ಶ್ರೀಕ್ಷೇತ್ರ ಧರ್ಮಸ್ಥಳ ಗ್ರಾಮಾಭಿವೃದ್ಧಿ ಯೋಜನೆಯ ವತಿಯಿಂದ ಹುವಿನಕಟ್ಟೆ ಕೆರೆ ಅಭಿವೃದ್ಧಿಗೆ ಪೂರ್ವಭಾವಿ ಸಭೆ ನಡೆಸಲಾಯಿತು. ಕೆರೆ ಅಭಿವೃದ್ಧಿ ಸಮಿತಿ ರಚನೆ ಮಾಡಿ ಗ್ರಾಮಸ್ಥರ ಸಹಕಾರದೊಂದಿಗೆ ಕೆಲಸ ಆರಂಭಿಸಲು ನಿರ್ಧರಿಸಲಾಯಿತು. ಯೋಜನಾಧಿಕಾರಿ ಹಾಗೂ ಗ್ರಾಮದ ಮುಖಂಡರು ಉಪಸ್ಥಿತರಿದ್ದರು. (424, 1226, 570, 1266)
article-a6-body (50, 850, 256, 1108)
headline-a5: ಮತ್ತು ಹೋದ ಖಾದ್ಯ ಪಾಕ ಸ್ಪರ್ಧೆ (688, 420, 817, 434)
footer-line-2: Narayana Rao Building, Puttanjanaya swamy Temple Road, Opp Ganapathi Stores, Vidya nagar, tumkur-572103, Tell Phone : 0816-2280202, Mo.No : 9986593961, Mail : vishalaprabhatmk@gmail.com (106, 1377, 834, 1385)
article-a6b-body (50, 1130, 256, 1206)
